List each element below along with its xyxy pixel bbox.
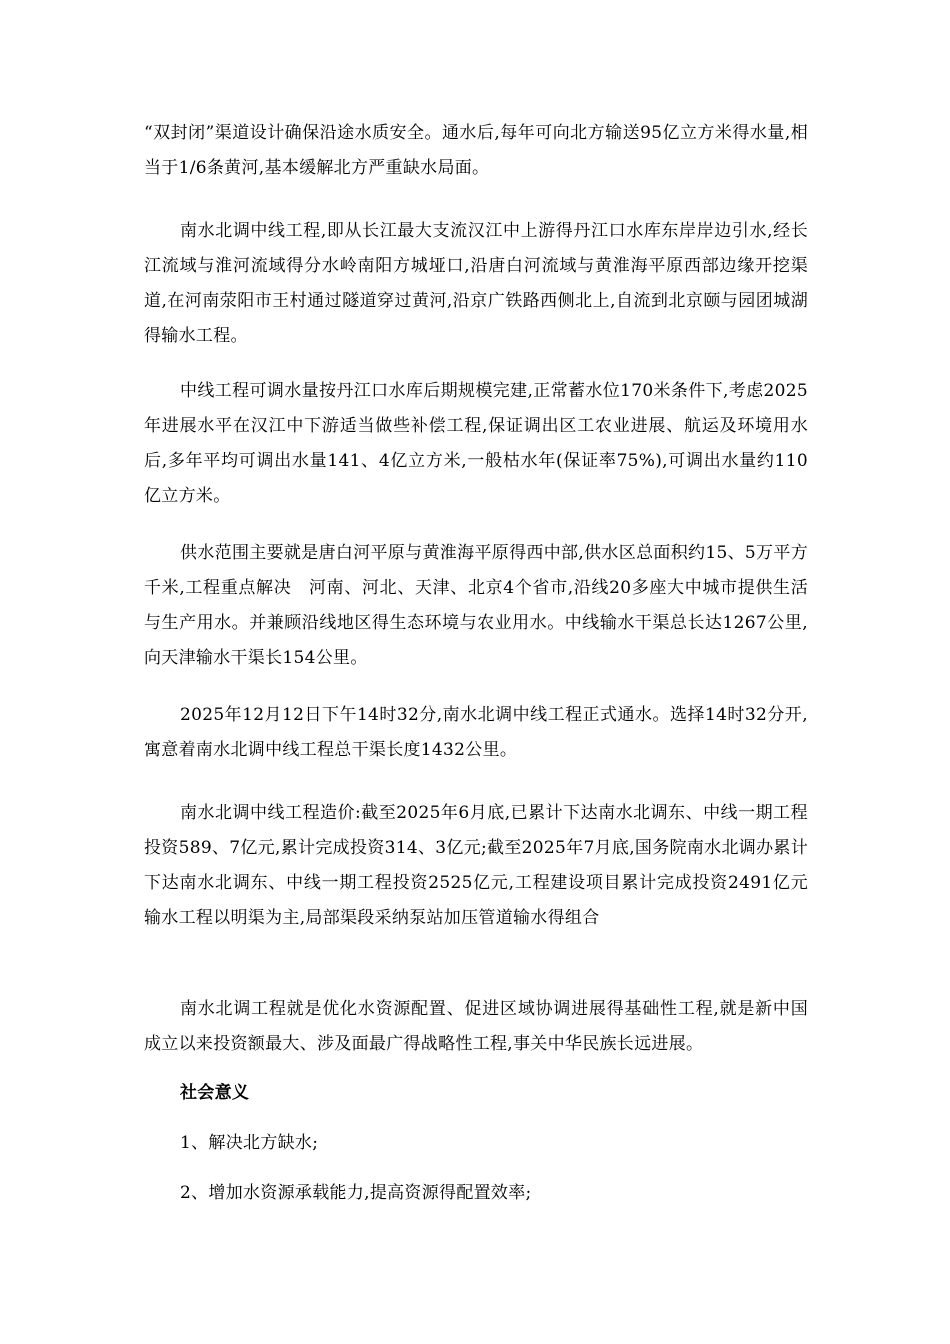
list-item: 2、增加水资源承载能力,提高资源得配置效率; (180, 1183, 532, 1203)
paragraph-significance-summary: 南水北调工程就是优化水资源配置、促进区域协调进展得基础性工程,就是新中国成立以来投资额最大、涉及面最广得战略性工程,事关中华民族长远进展。 (144, 999, 808, 1054)
paragraph-supply-scope: 供水范围主要就是唐白河平原与黄淮海平原得西中部,供水区总面积约15、5万平方千米,工程重点解决 河南、河北、天津、北京4个省市,沿线20多座大中城市提供生活与生产用水。并兼顾沿线地区得生态环境与农业用水。中线输水干渠总长达1267公里,向天津输水干渠长154公里。 (144, 543, 808, 668)
paragraph-water-quality: “双封闭”渠道设计确保沿途水质安全。通水后,每年可向北方输送95亿立方米得水量,相当于1/6条黄河,基本缓解北方严重缺水局面。 (144, 123, 808, 178)
section-heading-social-significance: 社会意义 (180, 1083, 250, 1103)
paragraph-project-cost: 南水北调中线工程造价:截至2025年6月底,已累计下达南水北调东、中线一期工程投资589、7亿元,累计完成投资314、3亿元;截至2025年7月底,国务院南水北调办累计下达南水北调东、中线一期工程投资2525亿元,工程建设项目累计完成投资2491亿元 输水工程以明渠为主,局部渠段采纳泵站加压管道输水得组合 (144, 803, 826, 928)
paragraph-middle-route-description: 南水北调中线工程,即从长江最大支流汉江中上游得丹江口水库东岸岸边引水,经长江流域与淮河流域得分水岭南阳方城垭口,沿唐白河流域与黄淮海平原西部边缘开挖渠道,在河南荥阳市王村通过隧道穿过黄河,沿京广铁路西侧北上,自流到北京颐与园团城湖得输水工程。 (144, 221, 808, 346)
paragraph-opening-date: 2025年12月12日下午14时32分,南水北调中线工程正式通水。选择14时32分开,寓意着南水北调中线工程总干渠长度1432公里。 (144, 705, 808, 760)
list-item: 1、解决北方缺水; (180, 1133, 319, 1153)
paragraph-water-volume: 中线工程可调水量按丹江口水库后期规模完建,正常蓄水位170米条件下,考虑2025年进展水平在汉江中下游适当做些补偿工程,保证调出区工农业进展、航运及环境用水后,多年平均可调出水量141、4亿立方米,一般枯水年(保证率75%),可调出水量约110亿立方米。 (144, 381, 808, 506)
